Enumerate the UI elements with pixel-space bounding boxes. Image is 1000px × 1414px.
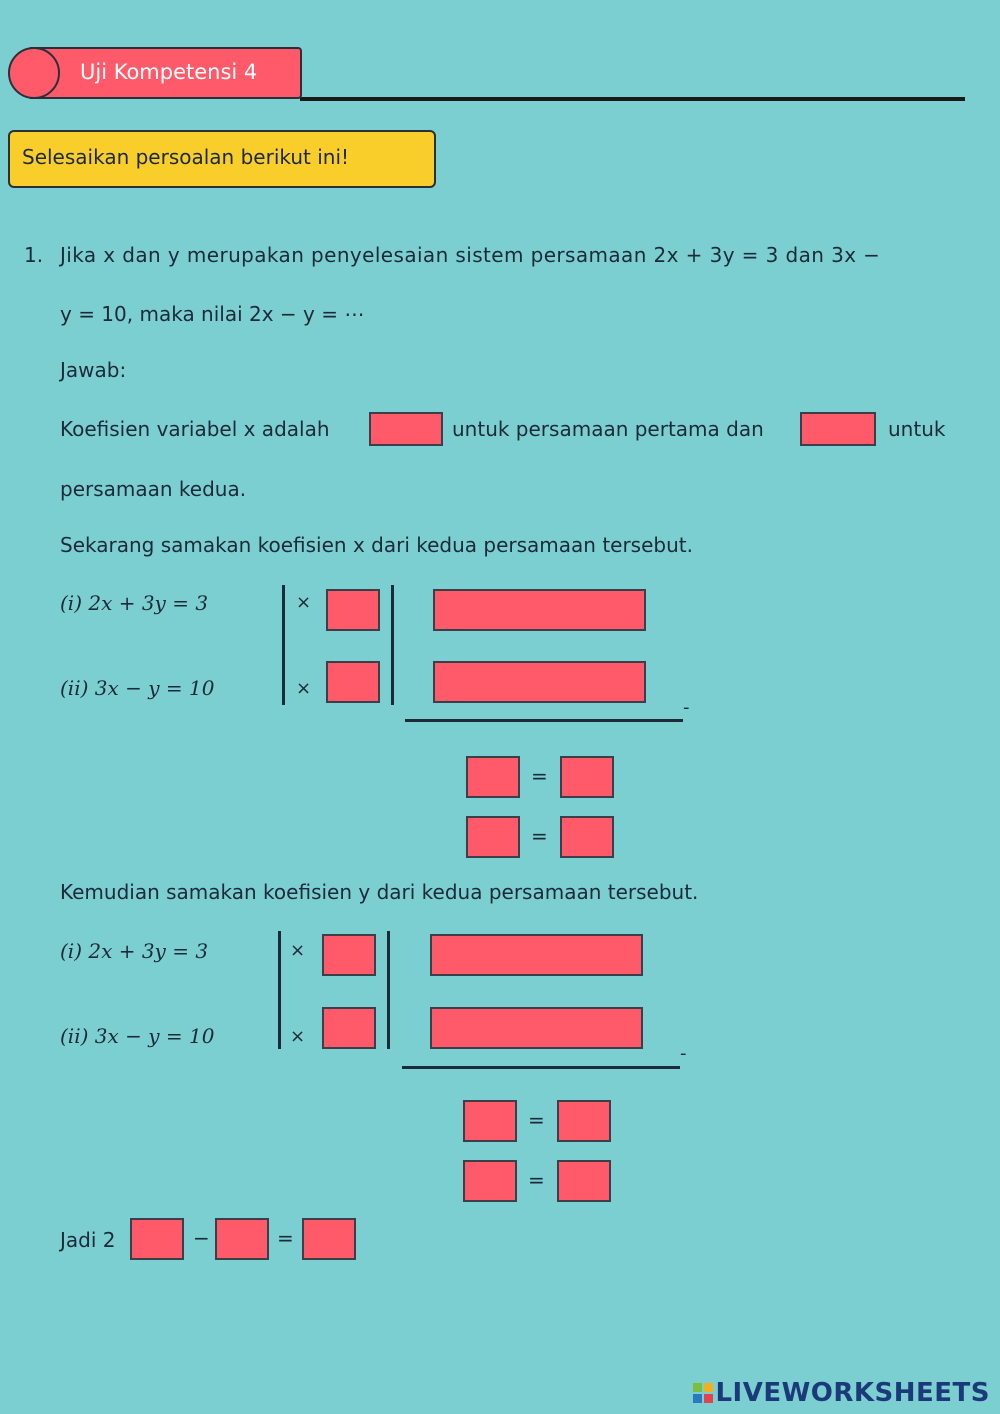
y-result-ii-input[interactable] <box>430 1007 643 1049</box>
question-number: 1. <box>24 243 44 267</box>
times-sign: × <box>290 940 306 961</box>
x-solve-right-2-input[interactable] <box>560 816 614 858</box>
equation-ii: (ii) 3x − y = 10 <box>60 1024 215 1048</box>
equation-ii: (ii) 3x − y = 10 <box>60 676 215 700</box>
answer-label: Jawab: <box>60 358 127 382</box>
times-sign: × <box>296 592 312 613</box>
bracket-left <box>282 585 285 705</box>
minus-mark: - <box>680 1043 687 1064</box>
question-line-1: Jika x dan y merupakan penyelesaian sistem persamaan 2x + 3y = 3 dan 3x − <box>60 243 881 267</box>
x-multiplier-ii-input[interactable] <box>326 661 380 703</box>
coef-x-eq2-input[interactable] <box>800 412 876 446</box>
bracket-right <box>391 585 394 705</box>
equals-sign: = <box>277 1226 294 1250</box>
minus-mark: - <box>683 697 690 718</box>
final-c-input[interactable] <box>302 1218 356 1260</box>
final-b-input[interactable] <box>215 1218 269 1260</box>
conclusion-prefix: Jadi 2 <box>60 1228 116 1252</box>
x-result-ii-input[interactable] <box>433 661 646 703</box>
instruction-text: Selesaikan persoalan berikut ini! <box>22 145 350 169</box>
y-result-i-input[interactable] <box>430 934 643 976</box>
equation-i: (i) 2x + 3y = 3 <box>60 591 209 615</box>
bracket-right <box>387 931 390 1049</box>
brand-name: LIVEWORKSHEETS <box>715 1378 990 1408</box>
coef-text-d: persamaan kedua. <box>60 477 247 501</box>
subtraction-line <box>402 1066 680 1069</box>
minus-sign: − <box>193 1226 210 1250</box>
header-divider <box>300 97 965 101</box>
equation-i: (i) 2x + 3y = 3 <box>60 939 209 963</box>
x-multiplier-i-input[interactable] <box>326 589 380 631</box>
y-solve-left-1-input[interactable] <box>463 1100 517 1142</box>
final-a-input[interactable] <box>130 1218 184 1260</box>
step-y-text: Kemudian samakan koefisien y dari kedua persamaan tersebut. <box>60 880 699 904</box>
y-solve-left-2-input[interactable] <box>463 1160 517 1202</box>
times-sign: × <box>290 1026 306 1047</box>
x-solve-left-2-input[interactable] <box>466 816 520 858</box>
equals-sign: = <box>531 764 548 788</box>
subtraction-line <box>405 719 683 722</box>
y-multiplier-i-input[interactable] <box>322 934 376 976</box>
y-multiplier-ii-input[interactable] <box>322 1007 376 1049</box>
liveworksheets-icon <box>693 1383 713 1403</box>
x-solve-left-1-input[interactable] <box>466 756 520 798</box>
step-x-text: Sekarang samakan koefisien x dari kedua persamaan tersebut. <box>60 533 693 557</box>
bracket-left <box>278 931 281 1049</box>
liveworksheets-logo <box>693 1378 990 1408</box>
y-solve-right-1-input[interactable] <box>557 1100 611 1142</box>
coef-text-a: Koefisien variabel x adalah <box>60 417 330 441</box>
coef-text-c: untuk <box>888 417 946 441</box>
y-solve-right-2-input[interactable] <box>557 1160 611 1202</box>
equals-sign: = <box>528 1168 545 1192</box>
equals-sign: = <box>531 824 548 848</box>
x-result-i-input[interactable] <box>433 589 646 631</box>
equals-sign: = <box>528 1108 545 1132</box>
coef-text-b: untuk persamaan pertama dan <box>452 417 764 441</box>
header-circle-decoration <box>8 47 60 99</box>
times-sign: × <box>296 678 312 699</box>
page-title: Uji Kompetensi 4 <box>80 60 258 84</box>
coef-x-eq1-input[interactable] <box>369 412 443 446</box>
x-solve-right-1-input[interactable] <box>560 756 614 798</box>
question-line-2: y = 10, maka nilai 2x − y = ⋯ <box>60 302 365 326</box>
